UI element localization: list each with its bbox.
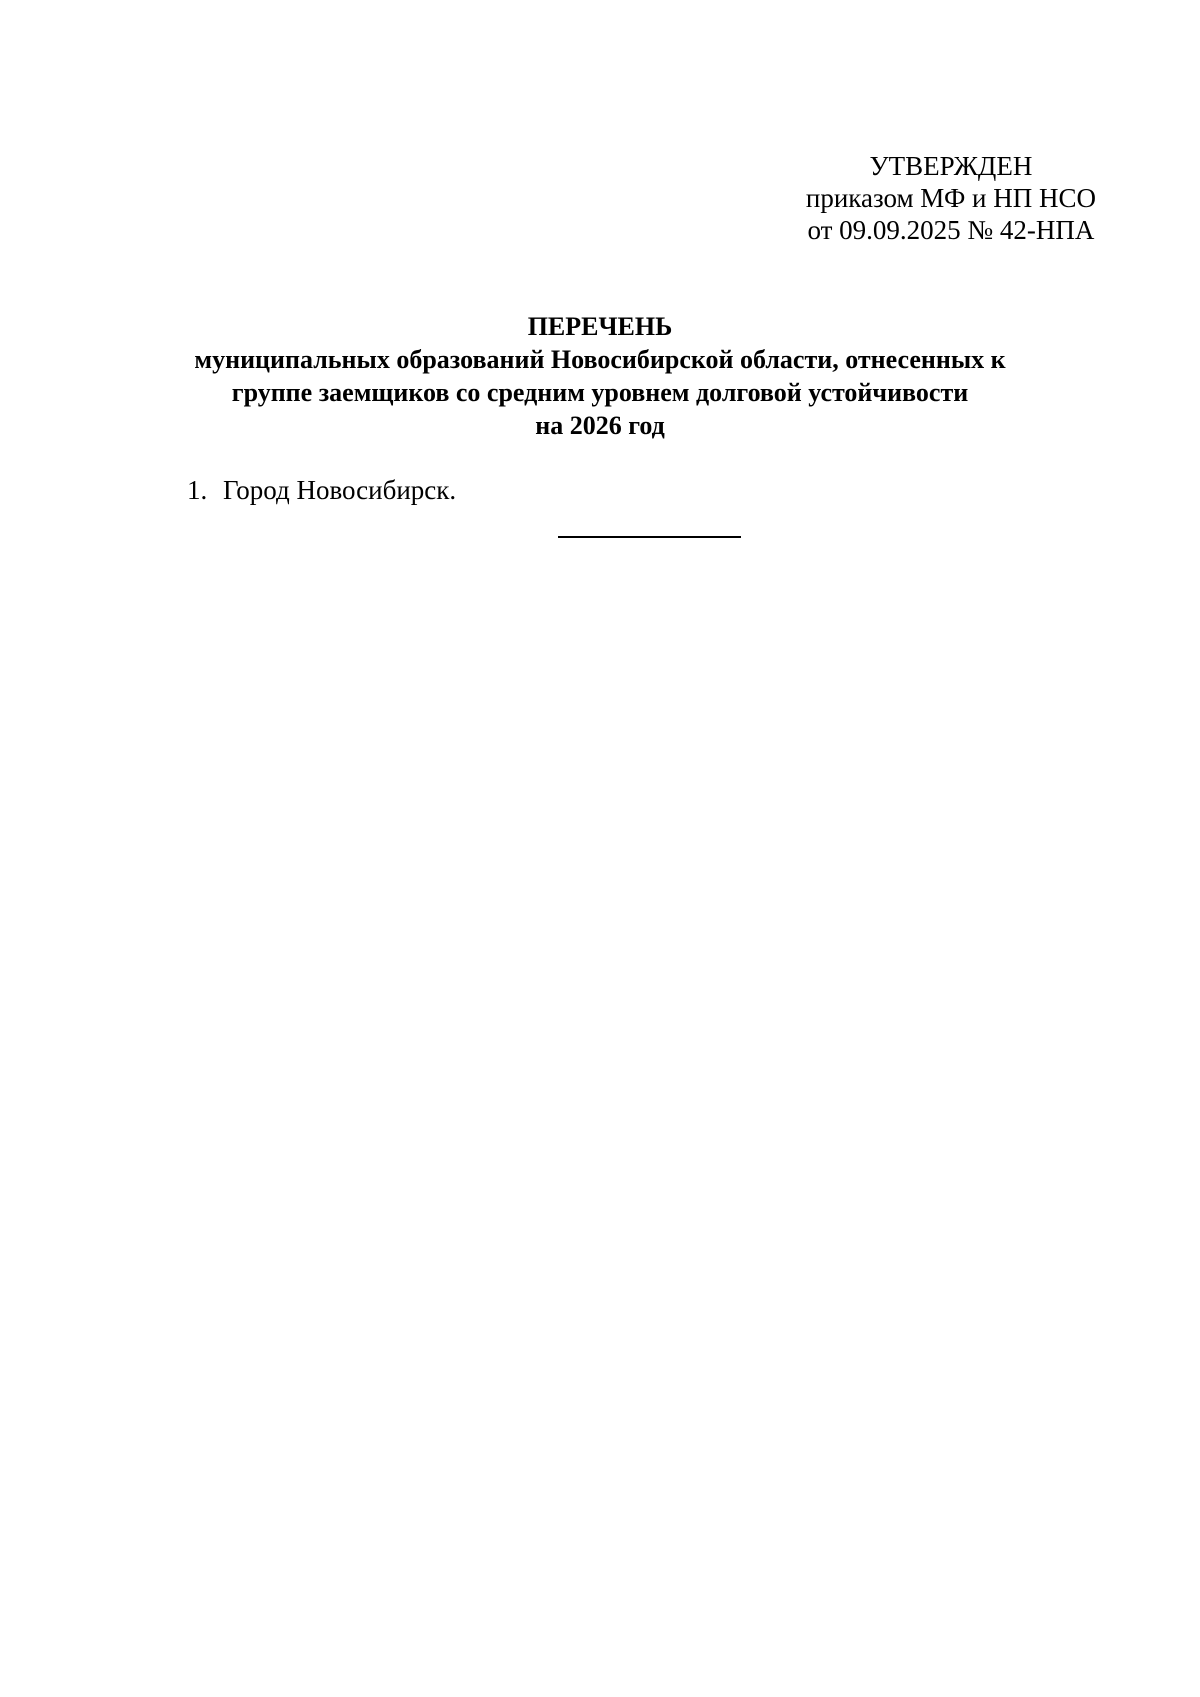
approval-date-number: от 09.09.2025 № 42-НПА bbox=[807, 215, 1095, 245]
municipality-list bbox=[187, 474, 456, 506]
list-item-number: 1. bbox=[187, 475, 208, 505]
document-subtitle-line-2: группе заемщиков со средним уровнем долговой устойчивости bbox=[231, 378, 969, 407]
document-heading bbox=[150, 310, 1050, 442]
approval-stamp bbox=[806, 150, 1096, 246]
list-item-text: Город Новосибирск. bbox=[223, 475, 457, 505]
end-separator-line bbox=[558, 536, 741, 538]
list-item bbox=[187, 474, 456, 506]
document-subtitle-line-1: муниципальных образований Новосибирской области, отнесенных к bbox=[194, 345, 1006, 374]
approval-order: приказом МФ и НП НСО bbox=[805, 183, 1096, 213]
document-subtitle-line-3: на 2026 год bbox=[535, 411, 665, 440]
document-title: ПЕРЕЧЕНЬ bbox=[527, 312, 673, 341]
approval-status: УТВЕРЖДЕН bbox=[869, 151, 1033, 181]
